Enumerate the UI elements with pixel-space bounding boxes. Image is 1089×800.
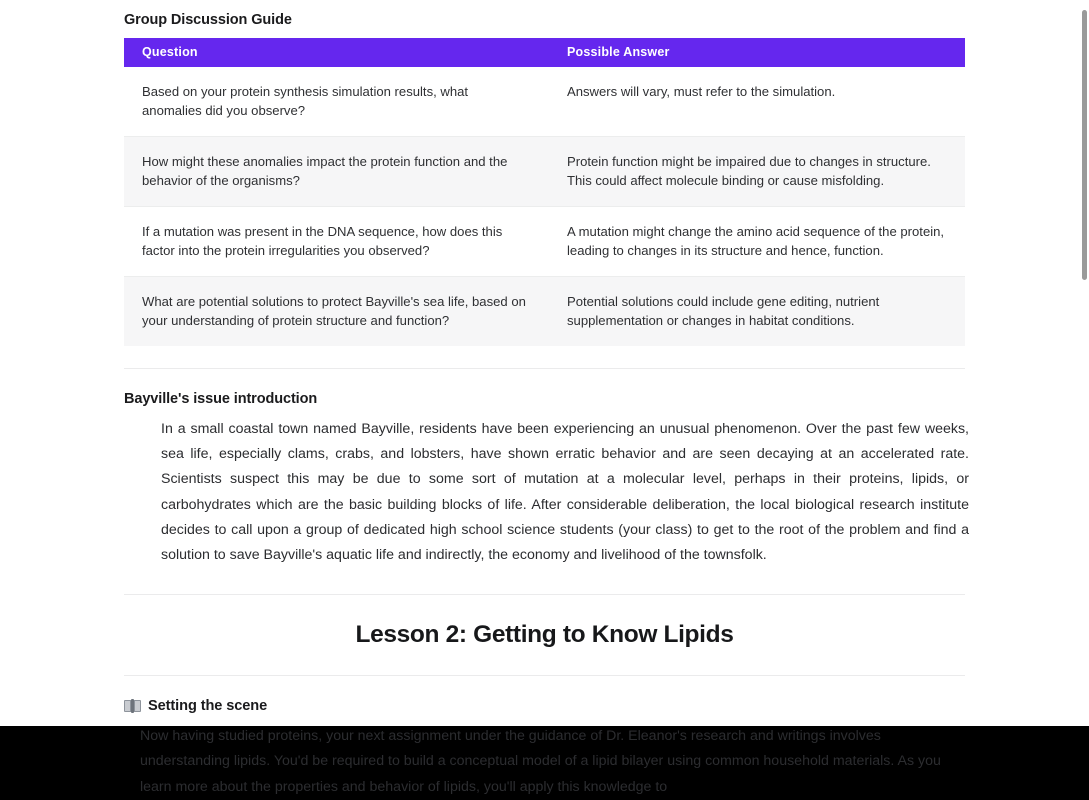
setting-the-scene-heading (124, 698, 965, 714)
setting-the-scene-label: Setting the scene (148, 698, 268, 715)
table-row (124, 207, 965, 277)
lesson-title: Lesson 2: Getting to Know Lipids (355, 621, 734, 649)
open-book-icon (124, 699, 141, 713)
section-divider (124, 675, 965, 676)
cell-answer: Potential solutions could include gene editing, nutrient supplementation or changes in habitat conditions. (549, 277, 965, 347)
group-discussion-guide-heading: Group Discussion Guide (124, 12, 292, 28)
cell-answer: Protein function might be impaired due to changes in structure. This could affect molecule binding or cause misfolding. (549, 137, 965, 207)
group-discussion-guide-section (124, 0, 965, 346)
section-divider (124, 368, 965, 369)
cell-question: What are potential solutions to protect Bayville's sea life, based on your understanding of protein structure and function? (124, 277, 549, 347)
table-row (124, 67, 965, 137)
bayville-issue-introduction-paragraph: In a small coastal town named Bayville, residents have been experiencing an unusual phenomenon. Over the past few weeks, sea life, especially clams, crabs, and lobsters, have shown erratic behavior and are seen decaying at an accelerated rate. Scientists suspect this may be due to some sort of mutation at a molecular level, perhaps in their proteins, lipids, or carbohydrates which are the basic building blocks of life. After considerable deliberation, the local biological research institute decides to call upon a group of dedicated high school science students (your class) to get to the root of the problem and find a solution to save Bayville's aquatic life and indirectly, the economy and livelihood of the townsfolk. (161, 421, 969, 564)
table-header-row (124, 38, 965, 67)
table-row (124, 277, 965, 347)
bayville-issue-introduction-heading: Bayville's issue introduction (124, 391, 318, 407)
cell-question: If a mutation was present in the DNA sequence, how does this factor into the protein irregularities you observed? (124, 207, 549, 277)
group-discussion-guide-table (124, 38, 965, 346)
table-body (124, 67, 965, 346)
scrollbar-thumb[interactable] (1082, 10, 1087, 280)
section-divider (124, 594, 965, 595)
cell-answer: A mutation might change the amino acid sequence of the protein, leading to changes in its structure and hence, function. (549, 207, 965, 277)
table-row (124, 137, 965, 207)
table-header (124, 38, 965, 67)
cell-question: Based on your protein synthesis simulation results, what anomalies did you observe? (124, 67, 549, 137)
cell-answer: Answers will vary, must refer to the simulation. (549, 67, 965, 137)
vertical-scrollbar[interactable] (1081, 0, 1089, 726)
setting-the-scene-paragraph: Now having studied proteins, your next assignment under the guidance of Dr. Eleanor's research and writings involves understanding lipids. You'd be required to build a conceptual model of a lipid bilayer using common household materials. As you learn more about the properties and behavior of lipids, you'll apply this knowledge to (140, 728, 941, 795)
column-header-question: Question (124, 38, 549, 67)
cell-question: How might these anomalies impact the protein function and the behavior of the organisms? (124, 137, 549, 207)
column-header-possible-answer: Possible Answer (549, 38, 965, 67)
